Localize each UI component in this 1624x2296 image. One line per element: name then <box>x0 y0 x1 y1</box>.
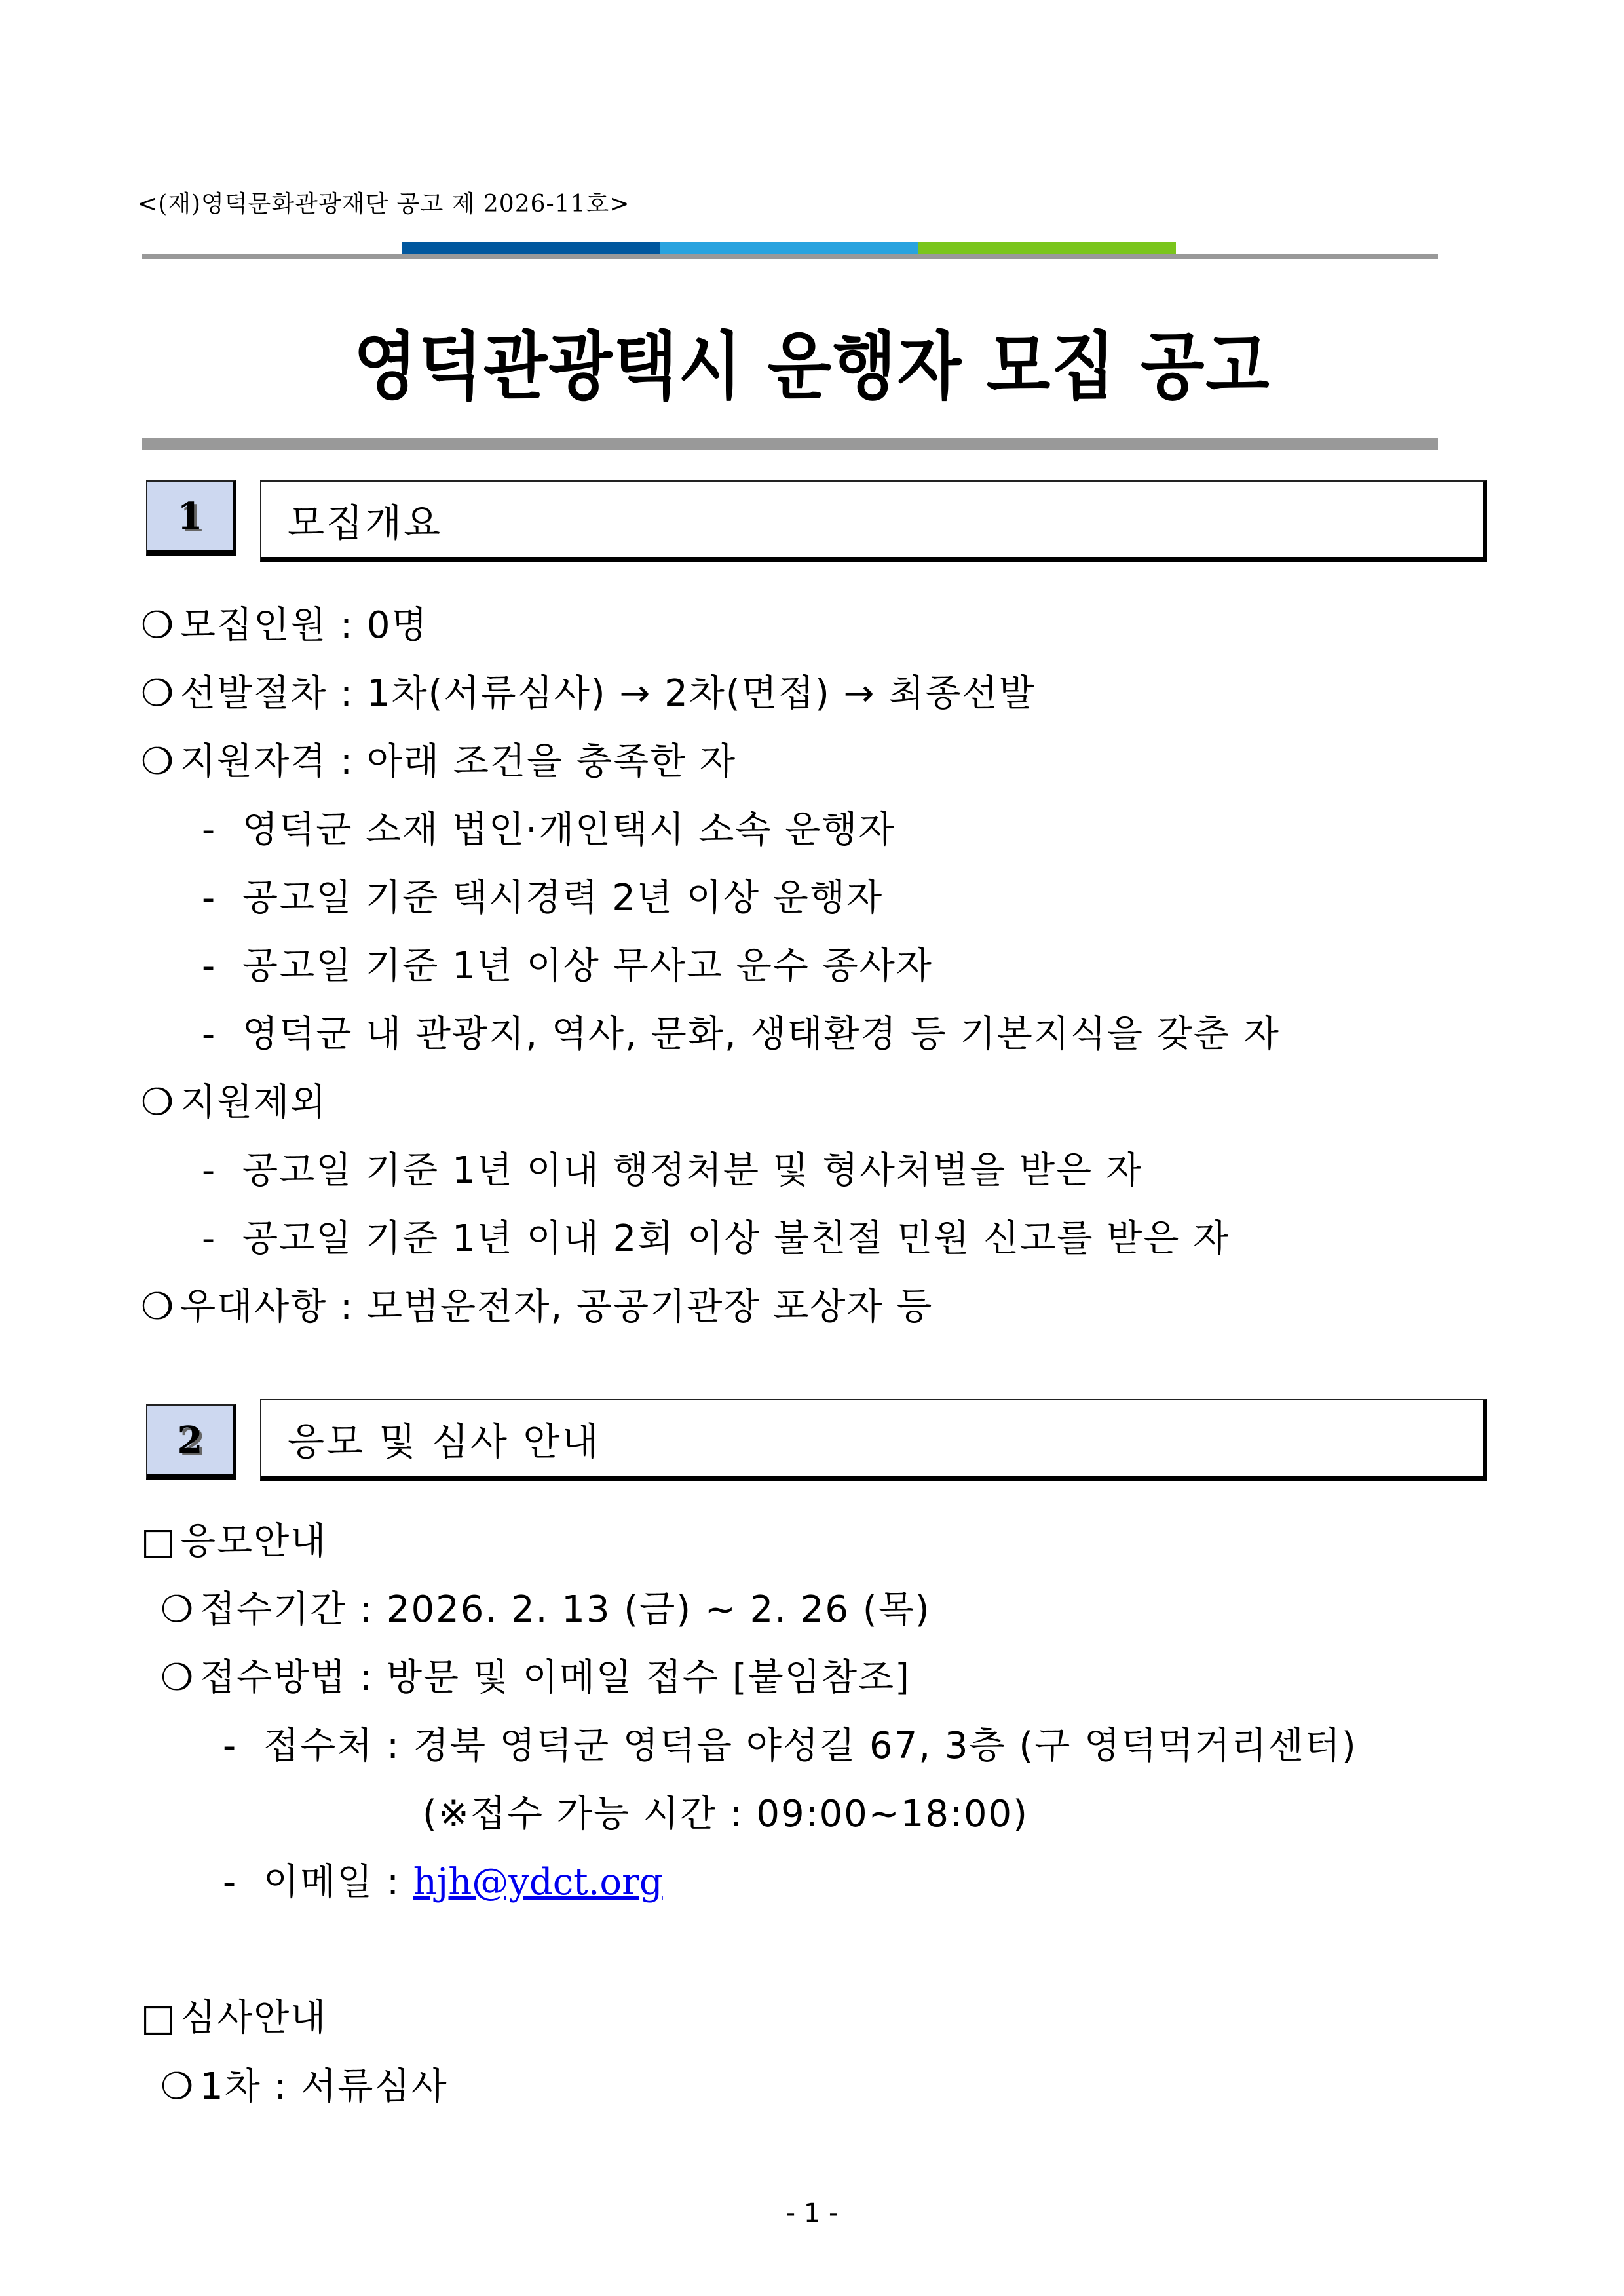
section-heading-2: 응모 및 심사 안내 <box>260 1399 1487 1481</box>
list-item: ❍ 모집인원 : 0명 <box>141 603 428 649</box>
list-item: ❍ 접수방법 : 방문 및 이메일 접수 [붙임참조] <box>161 1655 911 1701</box>
circle-bullet-icon: ❍ <box>161 1656 195 1699</box>
section-number-2: 2 <box>146 1404 236 1480</box>
list-item: ❍ 선발절차 : 1차(서류심사) → 2차(면접) → 최종선발 <box>141 671 1036 717</box>
dash-bullet: - <box>202 1149 217 1192</box>
circle-bullet-icon: ❍ <box>141 740 176 783</box>
list-item: ❍ 우대사항 : 모범운전자, 공공기관장 포상자 등 <box>141 1284 933 1330</box>
list-item: ❍ 접수기간 : 2026. 2. 13 (금) ~ 2. 26 (목) <box>161 1587 931 1633</box>
dash-bullet: - <box>223 1725 238 1767</box>
page-title: 영덕관광택시 운행자 모집 공고 <box>353 324 1271 410</box>
sub-list-item: - 공고일 기준 1년 이상 무사고 운수 종사자 <box>202 944 933 989</box>
sub-list-item: - 이메일 : hjh@ydct.org <box>223 1860 663 1905</box>
sub-list-item: - 공고일 기준 1년 이내 행정처분 및 형사처벌을 받은 자 <box>202 1148 1142 1194</box>
page-number: - 1 - <box>785 2198 839 2229</box>
accent-bar-lightblue <box>660 242 918 254</box>
accent-bar-green <box>918 242 1176 254</box>
circle-bullet-icon: ❍ <box>141 1286 176 1328</box>
circle-bullet-icon: ❍ <box>141 604 176 647</box>
sub-list-item: - 영덕군 소재 법인·개인택시 소속 운행자 <box>202 807 896 853</box>
sub-list-item: - 접수처 : 경북 영덕군 영덕읍 야성길 67, 3층 (구 영덕먹거리센터) <box>223 1723 1357 1769</box>
circle-bullet-icon: ❍ <box>161 2065 195 2108</box>
section-heading-1: 모집개요 <box>260 480 1487 562</box>
accent-bar-blue <box>402 242 660 254</box>
subsection-heading: □심사안내 <box>141 1995 327 2041</box>
email-link[interactable]: hjh@ydct.org <box>413 1861 663 1904</box>
list-item: ❍ 1차 : 서류심사 <box>161 2064 448 2110</box>
square-bullet-icon: □ <box>141 1520 177 1563</box>
circle-bullet-icon: ❍ <box>161 1588 195 1631</box>
dash-bullet: - <box>223 1861 238 1904</box>
sub-list-item: - 공고일 기준 택시경력 2년 이상 운행자 <box>202 875 883 921</box>
dash-bullet: - <box>202 877 217 919</box>
subsection-heading: □응모안내 <box>141 1519 327 1565</box>
header-rule <box>142 254 1438 259</box>
title-rule <box>142 438 1438 450</box>
dash-bullet: - <box>202 1013 217 1056</box>
section-number-1: 1 <box>146 480 236 556</box>
list-item: ❍ 지원자격 : 아래 조건을 충족한 자 <box>141 739 736 785</box>
dash-bullet: - <box>202 1217 217 1260</box>
dash-bullet: - <box>202 809 217 851</box>
notice-number: <(재)영덕문화관광재단 공고 제 2026-11호> <box>138 191 630 218</box>
list-item: ❍ 지원제외 <box>141 1080 327 1126</box>
circle-bullet-icon: ❍ <box>141 672 176 715</box>
circle-bullet-icon: ❍ <box>141 1081 176 1124</box>
sub-list-item: - 영덕군 내 관광지, 역사, 문화, 생태환경 등 기본지식을 갖춘 자 <box>202 1012 1280 1058</box>
sub-list-item: - 공고일 기준 1년 이내 2회 이상 불친절 민원 신고를 받은 자 <box>202 1216 1230 1262</box>
dash-bullet: - <box>202 945 217 987</box>
square-bullet-icon: □ <box>141 1997 177 2039</box>
sub-list-item-note: (※접수 가능 시간 : 09:00~18:00) <box>423 1793 1029 1835</box>
